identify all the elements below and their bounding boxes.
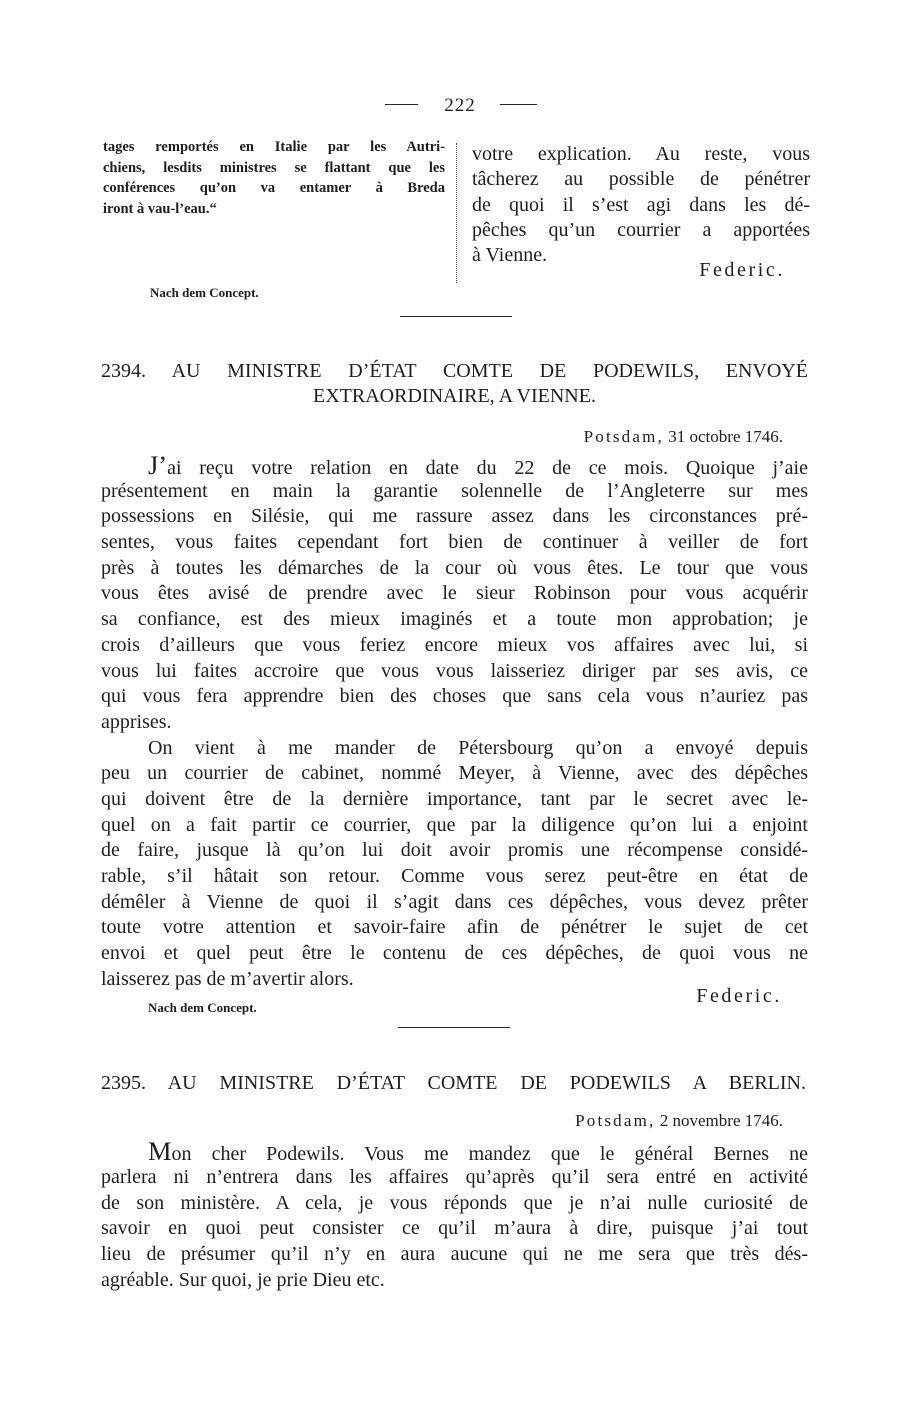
continuation-right-column [472,142,810,268]
heading-line [101,359,808,384]
dateline [575,1110,783,1132]
text-line: à Vienne. [472,244,548,267]
text-line: tages remportés en Italie par les Autri- [103,139,445,155]
text-line: de son ministère. A cela, je vous réponds que je n’ai nulle curiosité de [101,1191,808,1214]
text-line: pêches qu’un courrier a apportées [472,218,810,241]
text-line: agréable. Sur quoi, je prie Dieu etc. [101,1268,385,1291]
text-line: toute votre attention et savoir-faire afin de pénétrer le sujet de cet [101,916,808,939]
text-line: apprises. [101,710,172,733]
text-line: présentement en main la garantie solennelle de l’Angleterre sur mes [101,479,808,502]
heading-line [101,1071,806,1096]
text-line: quel on a fait partir ce courrier, que par la diligence qu’on lui a enjoint [101,813,808,836]
letter-heading [101,359,808,409]
text-line: qui doivent être de la dernière importance, tant par le secret avec le- [101,787,808,810]
letter-heading [101,1071,806,1096]
text-line: vous lui faites accroire que vous vous laisseriez diriger par ses avis, ce [101,659,808,682]
text-line: parlera ni n’entrera dans les affaires qu’après qu’il sera entré en activité [101,1165,808,1188]
text-line: sa confiance, est des mieux imaginés et a toute mon approbation; je [101,608,808,631]
text-line: sentes, vous faites cependant fort bien de continuer à veiller de fort [101,531,808,554]
heading-text: AU MINISTRE D’ÉTAT COMTE DE PODEWILS A BERLIN. [167,1072,806,1094]
text-line: peu un courrier de cabinet, nommé Meyer, à Vienne, avec des dépêches [101,762,808,785]
section-rule [400,316,512,317]
section-rule [398,1027,510,1028]
page-number-dash-left [385,104,418,105]
text-line: possessions en Silésie, qui me rassure assez dans les circonstances pré- [101,505,808,528]
text-line: tâcherez au possible de pénétrer [472,168,810,191]
page-number: 222 [444,95,476,116]
text-line: savoir en quoi peut consister ce qu’il m’aura à dire, puisque j’ai tout [101,1217,808,1240]
text-line: chiens, lesdits ministres se flattant que les [103,159,445,176]
continuation-left-column [103,137,445,219]
text-line: de quoi il s’est agi dans les dé- [472,193,810,216]
column-divider [456,143,457,283]
text-line: Mon cher Podewils. Vous me mandez que le général Bernes ne [148,1136,808,1166]
text-line: iront à vau-l’eau.“ [103,200,217,217]
letter-number: 2395. [101,1072,146,1094]
paragraph [101,450,808,736]
source-note: Nach dem Concept. [148,1000,257,1015]
letter-body [101,450,808,992]
text-line: votre explication. Au reste, vous [472,143,810,165]
place: Potsdam, [583,427,665,446]
text-line: conférences qu’on va entamer à Breda [103,180,445,196]
text-line: qui vous fera apprendre bien des choses que sans cela vous n’auriez pas [101,685,808,708]
text-line: envoi et quel peut être le contenu de ces dépêches, de quoi vous ne [101,942,808,965]
signature: Federic. [696,985,782,1007]
text-line: démêler à Vienne de quoi il s’agit dans ces dépêches, vous devez prêter [101,890,808,913]
dateline [584,426,783,448]
text-line: laisserez pas de m’avertir alors. [101,967,354,990]
paragraph [101,1136,808,1294]
text-line: vous êtes avisé de prendre avec le sieur Robinson pour vous acquérir [101,582,808,605]
letter-number: 2394. [101,360,146,382]
heading-line: EXTRAORDINAIRE, A VIENNE. [313,385,596,407]
page-number-dash-right [500,104,537,105]
text-line: On vient à me mander de Pétersbourg qu’on a envoyé depuis [148,736,808,759]
date: 31 octobre 1746. [668,427,783,446]
heading-text: AU MINISTRE D’ÉTAT COMTE DE PODEWILS, ENVOYÉ [171,360,808,382]
letter-body [101,1136,808,1294]
source-note: Nach dem Concept. [150,285,259,300]
text-line: J’ai reçu votre relation en date du 22 de ce mois. Quoique j’aie [148,450,808,480]
date: 2 novembre 1746. [659,1111,783,1130]
text-line: lieu de présumer qu’il n’y en aura aucune qui ne me sera que très dés- [101,1243,808,1266]
place: Potsdam, [575,1111,656,1130]
text-line: crois d’ailleurs que vous feriez encore mieux vos affaires avec lui, si [101,633,808,656]
signature: Federic. [699,259,785,281]
text-line: de faire, jusque là qu’on lui doit avoir promis une récompense considé- [101,839,808,862]
text-line: près à toutes les démarches de la cour où vous êtes. Le tour que vous [101,556,808,579]
text-line: rable, s’il hâtait son retour. Comme vous serez peut-être en état de [101,865,808,887]
paragraph [101,736,808,993]
